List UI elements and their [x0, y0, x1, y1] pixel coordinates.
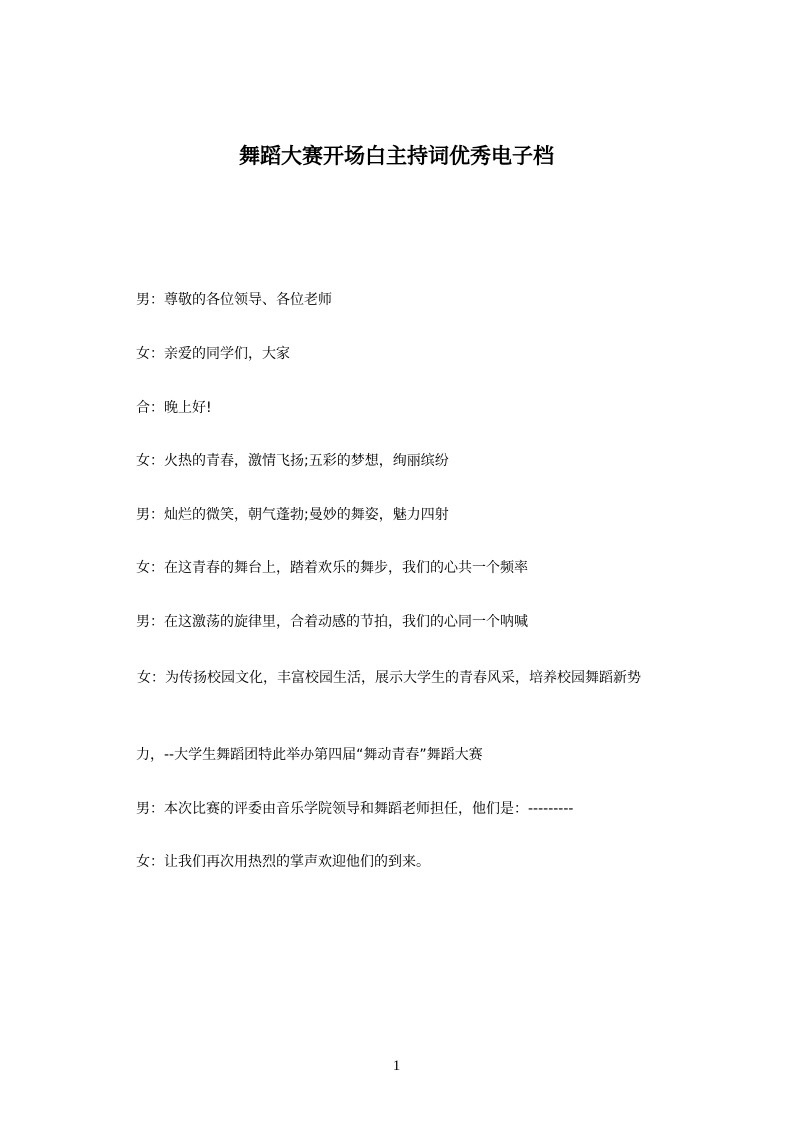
script-line-10: 女：让我们再次用热烈的掌声欢迎他们的到来。: [136, 854, 430, 870]
script-line-1: 男：尊敬的各位领导、各位老师: [136, 292, 332, 308]
script-line-7: 男：在这激荡的旋律里，合着动感的节拍，我们的心同一个呐喊: [136, 614, 528, 630]
script-paragraph-wrapped: 女：为传扬校园文化，丰富校园生活，展示大学生的青春风采，培养校园舞蹈新势: [137, 670, 641, 686]
script-line-8: 力，--大学生舞蹈团特此举办第四届“舞动青春”舞蹈大赛: [136, 747, 483, 763]
document-title: 舞蹈大赛开场白主持词优秀电子档: [239, 144, 554, 168]
page-number: 1: [392, 1058, 401, 1074]
script-line-9: 男：本次比赛的评委由音乐学院领导和舞蹈老师担任，他们是：---------: [136, 801, 574, 817]
script-line-5: 男：灿烂的微笑，朝气蓬勃;曼妙的舞姿，魅力四射: [136, 507, 449, 523]
script-line-6: 女：在这青春的舞台上，踏着欢乐的舞步，我们的心共一个频率: [136, 560, 528, 576]
script-line-2: 女：亲爱的同学们，大家: [136, 346, 290, 362]
script-line-4: 女：火热的青春，激情飞扬;五彩的梦想，绚丽缤纷: [136, 453, 449, 469]
script-line-3: 合：晚上好!: [136, 400, 212, 416]
